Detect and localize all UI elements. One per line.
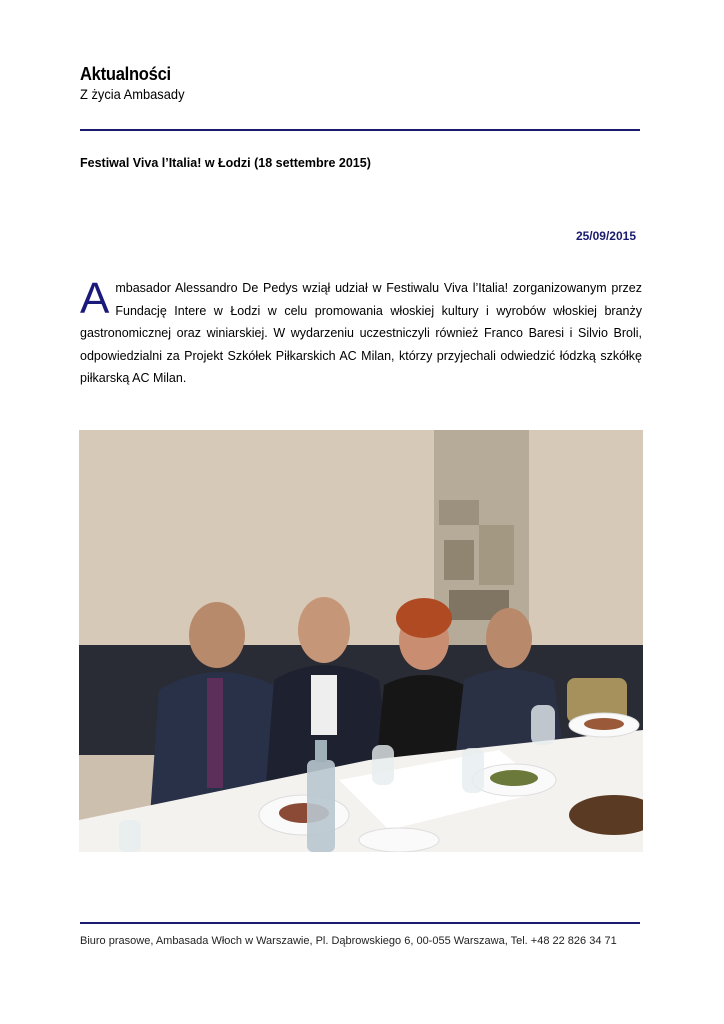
event-photo <box>79 430 643 852</box>
article-body <box>80 274 642 390</box>
footer-divider <box>80 922 640 924</box>
page-subtitle: Z życia Ambasady <box>80 86 185 102</box>
article-body-text: mbasador Alessandro De Pedys wziął udział w Festiwalu Viva l’Italia! zorganizowanym przez Fundację Intere w Łodzi w celu promowania włoskiej kultury i wyrobów włoskiej branży gastronomicznej oraz winiarskiej. W wydarzeniu uczestniczyli również Franco Baresi i Silvio Broli, odpowiedzialni za Projekt Szkółek Piłkarskich AC Milan, którzy przyjechali odwiedzić łódzką szkółkę piłkarską AC Milan. <box>80 281 642 385</box>
article-title: Festiwal Viva l’Italia! w Łodzi (18 settembre 2015) <box>80 156 371 170</box>
drop-cap: A <box>80 274 110 323</box>
header-divider <box>80 129 640 131</box>
page-title: Aktualności <box>80 64 171 84</box>
footer-text: Biuro prasowe, Ambasada Włoch w Warszawie, Pl. Dąbrowskiego 6, 00-055 Warszawa, Tel. +48 22 826 34 71 <box>80 935 617 947</box>
article-date: 25/09/2015 <box>575 229 636 243</box>
